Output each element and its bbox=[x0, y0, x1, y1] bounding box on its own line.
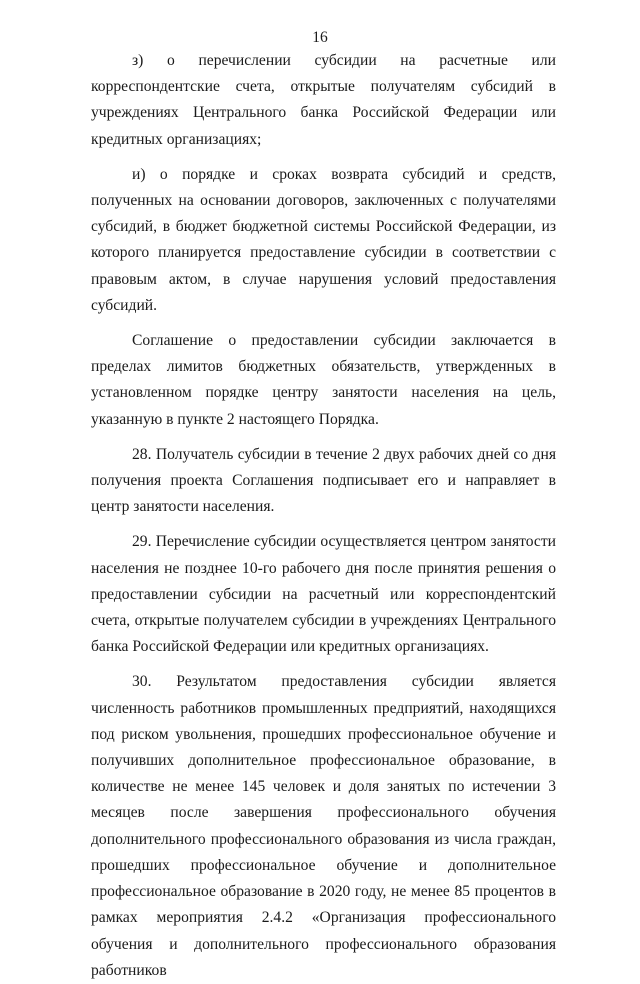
paragraph-agreement-limits: Соглашение о предоставлении субсидии заключается в пределах лимитов бюджетных обязательств, утвержденных в установленном порядке центру занятости населения на цель, указанную в пункте 2 настоящего Порядка. bbox=[91, 332, 556, 428]
page-number: 16 bbox=[312, 29, 328, 46]
paragraph-item-30: 30. Результатом предоставления субсидии является численность работников промышленных предприятий, находящихся под риском увольнения, прошедших профессиональное обучение и получивших дополнительное профессиональное образование, в количестве не менее 145 человек и доля занятых по истечении 3 месяцев после завершения профессионального обучения дополнительного профессионального образования из числа граждан, прошедших профессиональное обучение и дополнительное профессиональное образование в 2020 году, не менее 85 процентов в рамках мероприятия 2.4.2 «Организация профессионального обучения и дополнительного профессионального образования работников bbox=[91, 673, 556, 979]
document-body bbox=[91, 48, 556, 984]
paragraph-i-refund-terms: и) о порядке и сроках возврата субсидий и средств, полученных на основании договоров, заключенных с получателями субсидий, в бюджет бюджетной системы Российской Федерации, из которого планируется предоставление субсидии в соответствии с правовым актом, в случае нарушения условий предоставления субсидий. bbox=[91, 165, 556, 314]
paragraph-item-29: 29. Перечисление субсидии осуществляется центром занятости населения не позднее 10-го рабочего дня после принятия решения о предоставлении субсидии на расчетный или корреспондентский счета, открытые получателем субсидии в учреждениях Центрального банка Российской Федерации или кредитных организациях. bbox=[91, 533, 556, 656]
paragraph-item-28: 28. Получатель субсидии в течение 2 двух рабочих дней со дня получения проекта Соглашения подписывает его и направляет в центр занятости населения. bbox=[91, 445, 556, 516]
paragraph-z-subsidy-transfer: з) о перечислении субсидии на расчетные или корреспондентские счета, открытые получателям субсидий в учреждениях Центрального банка Российской Федерации или кредитных организациях; bbox=[91, 52, 556, 148]
